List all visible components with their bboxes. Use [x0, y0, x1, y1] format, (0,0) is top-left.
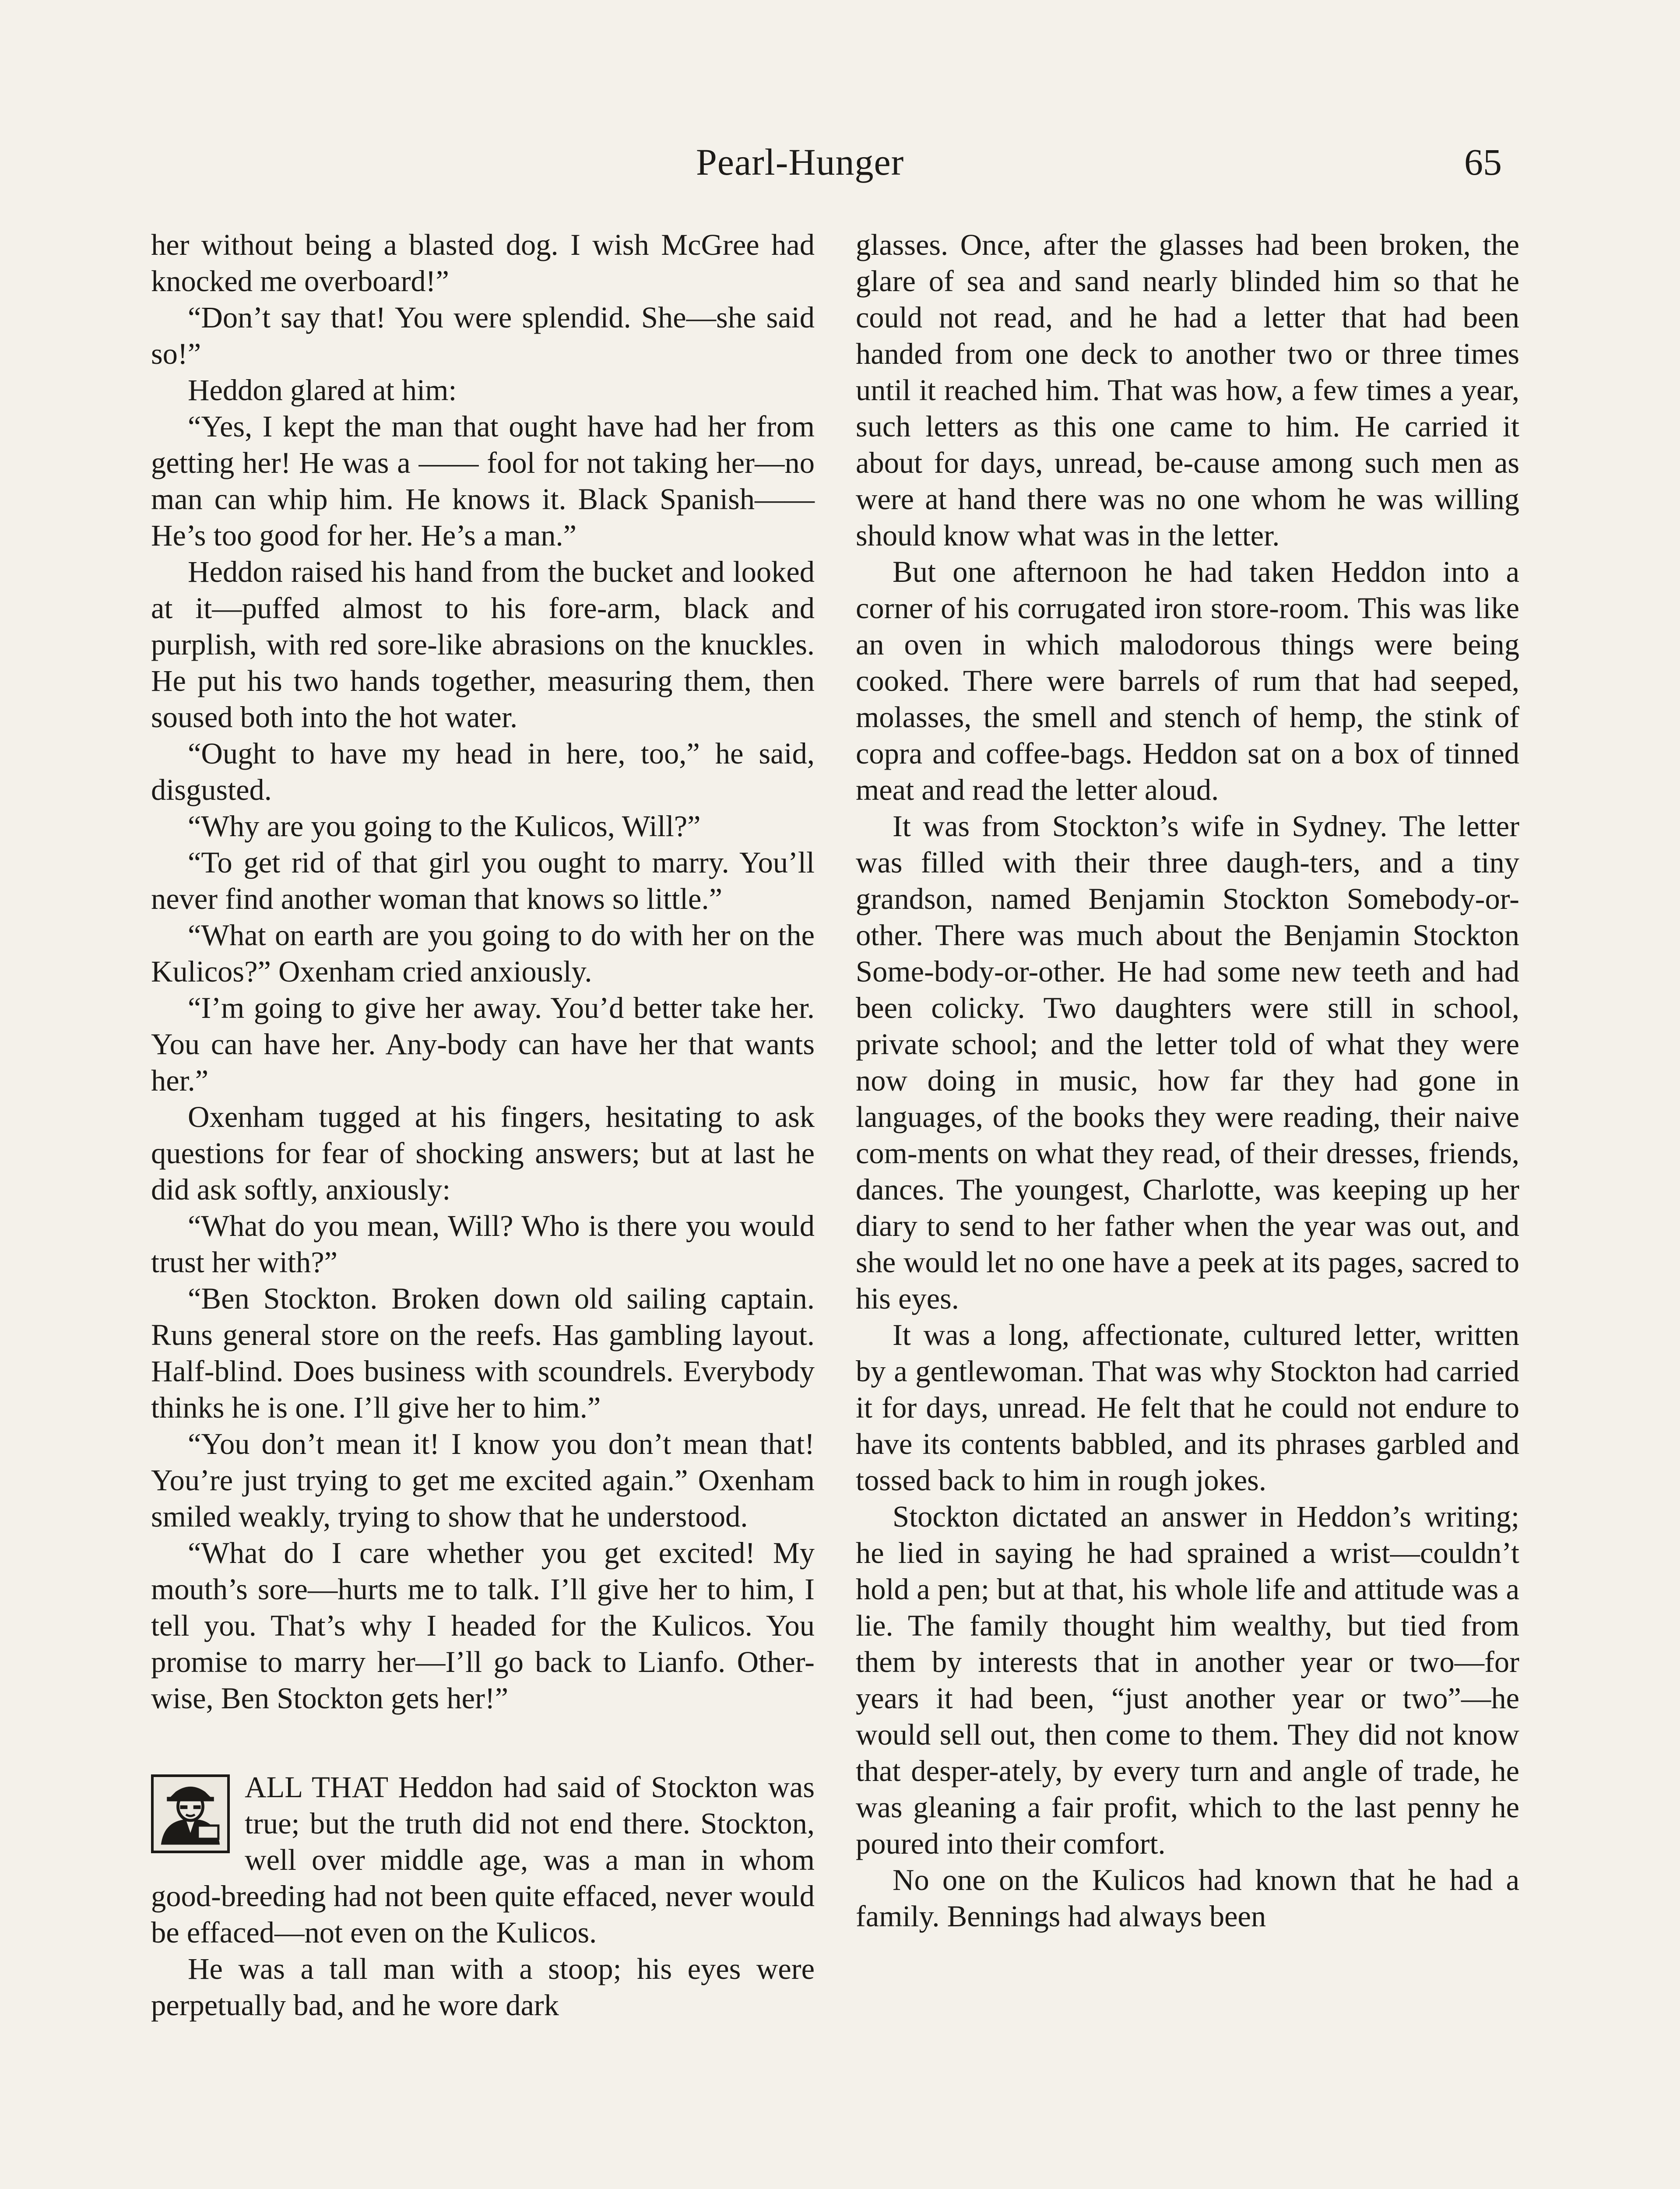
paragraph: “Don’t say that! You were splendid. She—she said so!” [151, 301, 815, 370]
paragraph: glasses. Once, after the glasses had been broken, the glare of sea and sand nearly blinded him so that he could not read, and he had a letter that had been handed from one deck to another two or three times until it reached him. That was how, a few times a year, such letters as this one came to him. He carried it about for days, unread, be-cause among such men as were at hand there was no one whom he was willing should know what was in the letter. [856, 228, 1519, 552]
paragraph: her without being a blasted dog. I wish McGree had knocked me overboard!” [151, 228, 815, 298]
left-column [151, 227, 815, 2024]
paragraph: “Ought to have my head in here, too,” he said, disgusted. [151, 737, 815, 806]
section-lead-in: ALL THAT [245, 1770, 388, 1804]
paragraph: “What do I care whether you get excited! My mouth’s sore—hurts me to talk. I’ll give her to him, I tell you. That’s why I headed for the Kulicos. You promise to marry her—I’ll go back to Lianfo. Other-wise, Ben Stockton gets her!” [151, 1536, 815, 1715]
section-first-paragraph-text: Heddon had said of Stockton was true; but the truth did not end there. Stockton, well over middle age, was a man in whom good-breeding had not been quite effaced, never would be effaced—not even on the Kulicos. [151, 1770, 815, 1949]
paragraph: It was a long, affectionate, cultured letter, written by a gentlewoman. That was why Stockton had carried it for days, unread. He felt that he could not endure to have its contents babbled, and its phrases garbled and tossed back to him in rough jokes. [856, 1318, 1519, 1497]
paragraph: “What do you mean, Will? Who is there you would trust her with?” [151, 1209, 815, 1279]
left-column-paragraphs [151, 227, 815, 1717]
paragraph: Stockton dictated an answer in Heddon’s writing; he lied in saying he had sprained a wrist—couldn’t hold a pen; but at that, his whole life and attitude was a lie. The family thought him wealthy, but tied from them by interests that in another year or two—for years it had been, “just another year or two”—he would sell out, then come to them. They did not know that desper-ately, by every turn and angle of trade, he was gleaning a fair profit, which to the last penny he poured into their comfort. [856, 1500, 1519, 1860]
paragraph: Heddon glared at him: [188, 373, 457, 407]
paragraph: “What on earth are you going to do with her on the Kulicos?” Oxenham cried anxiously. [151, 919, 815, 988]
page-number: 65 [1464, 141, 1502, 183]
paragraph: Heddon raised his hand from the bucket and looked at it—puffed almost to his fore-arm, black and purplish, with red sore-like abrasions on the knuckles. He put his two hands together, measuring them, then soused both into the hot water. [151, 555, 815, 734]
paragraph: But one afternoon he had taken Heddon into a corner of his corrugated iron store-room. This was like an oven in which malodorous things were being cooked. There were barrels of rum that had seeped, molasses, the smell and stench of hemp, the stink of copra and coffee-bags. Heddon sat on a box of tinned meat and read the letter aloud. [856, 555, 1519, 806]
paragraph: “You don’t mean it! I know you don’t mean that! You’re just trying to get me excited again.” Oxenham smiled weakly, trying to show that he understood. [151, 1427, 815, 1533]
reading-man-icon [151, 1774, 230, 1853]
page-header [0, 131, 1680, 193]
paragraph: It was from Stockton’s wife in Sydney. The letter was filled with their three daugh-ters, and a tiny grandson, named Benjamin Stockton Somebody-or-other. There was much about the Benjamin Stockton Some-body-or-other. He had some new teeth and had been colicky. Two daughters were still in school, private school; and the letter told of what they were now doing in music, how far they had gone in languages, of the books they were reading, their naive com-ments on what they read, of their dresses, friends, dances. The youngest, Charlotte, was keeping up her diary to send to her father when the year was out, and she would let no one have a peek at its pages, sacred to his eyes. [856, 809, 1519, 1315]
paragraph: “To get rid of that girl you ought to marry. You’ll never find another woman that knows so little.” [151, 846, 815, 915]
paragraph: Oxenham tugged at his fingers, hesitating to ask questions for fear of shocking answers; but at last he did ask softly, anxiously: [151, 1100, 815, 1206]
paragraph: “Yes, I kept the man that ought have had her from getting her! He was a —— fool for not taking her—no man can whip him. He knows it. Black Spanish—— He’s too good for her. He’s a man.” [151, 410, 815, 552]
section-second-paragraph: He was a tall man with a stoop; his eyes were perpetually bad, and he wore dark [151, 1952, 815, 2022]
section-first-paragraph [151, 1769, 815, 1951]
paragraph: “Why are you going to the Kulicos, Will?” [188, 809, 701, 843]
paragraph: “Ben Stockton. Broken down old sailing captain. Runs general store on the reefs. Has gambling layout. Half-blind. Does business with scoundrels. Everybody thinks he is one. I’ll give her to him.” [151, 1282, 815, 1424]
right-column [856, 227, 1519, 1935]
running-head: Pearl-Hunger [696, 141, 904, 183]
right-column-paragraphs [856, 227, 1519, 1935]
paragraph: “I’m going to give her away. You’d better take her. You can have her. Any-body can have her that wants her.” [151, 991, 815, 1097]
paragraph: No one on the Kulicos had known that he had a family. Bennings had always been [856, 1863, 1519, 1933]
